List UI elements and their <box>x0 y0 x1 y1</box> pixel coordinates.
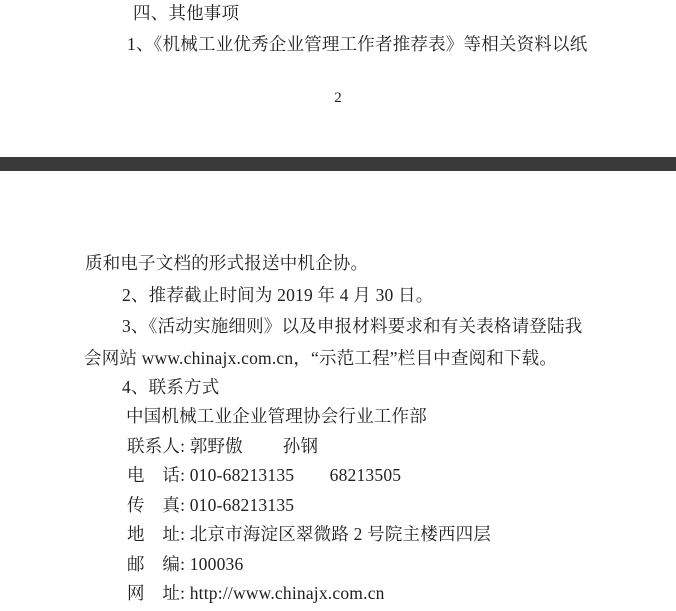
contact-fax: 传 真: 010-68213135 <box>127 495 295 515</box>
contact-persons: 联系人: 郭野傲 孙钢 <box>127 436 319 456</box>
item-recommendation-form: 1、《机械工业优秀企业管理工作者推荐表》等相关资料以纸 <box>127 34 588 54</box>
item-rules: 3、《活动实施细则》以及申报材料要求和有关表格请登陆我 <box>122 316 583 336</box>
heading-other-matters: 四、其他事项 <box>133 3 240 23</box>
page-number: 2 <box>334 90 342 106</box>
contact-website: 网 址: http://www.chinajx.com.cn <box>127 583 385 603</box>
item-contact-heading: 4、联系方式 <box>122 377 220 397</box>
item-rules-website: 会网站 www.chinajx.com.cn，“示范工程”栏目中查阅和下载。 <box>84 348 558 368</box>
item-deadline: 2、推荐截止时间为 2019 年 4 月 30 日。 <box>122 285 434 305</box>
contact-organization: 中国机械工业企业管理协会行业工作部 <box>126 406 427 426</box>
contact-postcode: 邮 编: 100036 <box>127 554 244 574</box>
contact-address: 地 址: 北京市海淀区翠微路 2 号院主楼西四层 <box>127 524 492 544</box>
page-separator-bar <box>0 157 676 171</box>
paragraph-continuation: 质和电子文档的形式报送中机企协。 <box>85 253 369 273</box>
contact-phone: 电 话: 010-68213135 68213505 <box>127 465 402 485</box>
